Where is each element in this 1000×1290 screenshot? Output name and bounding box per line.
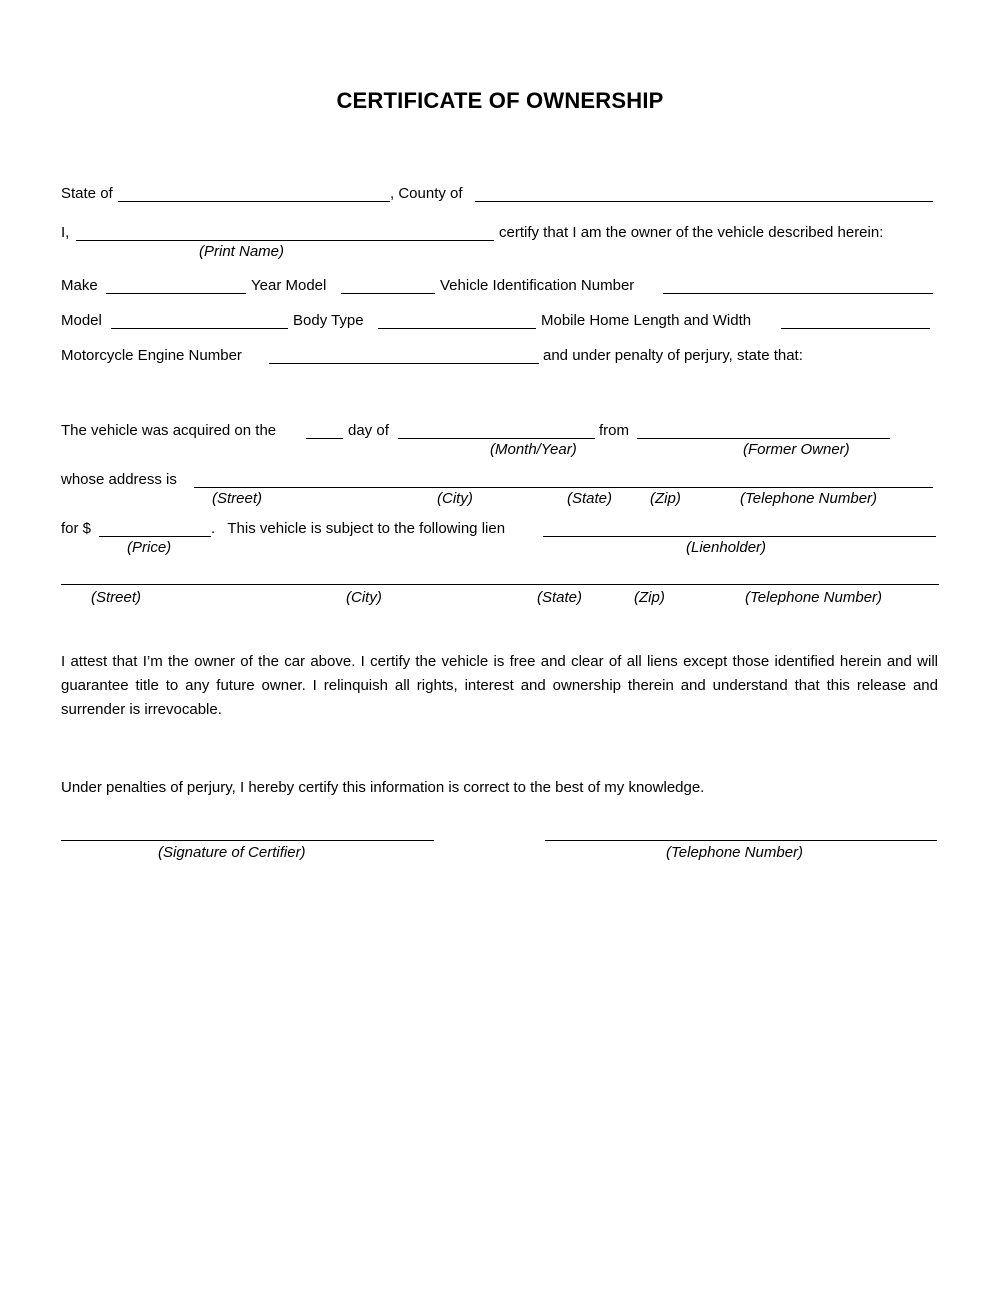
signature-telephone-field[interactable] — [545, 840, 937, 841]
print-name-caption: (Print Name) — [199, 243, 285, 260]
state-caption: (State) — [567, 490, 613, 507]
city-caption: (City) — [437, 490, 473, 507]
engine-number-field[interactable] — [269, 363, 539, 364]
attestation-paragraph: I attest that I’m the owner of the car above. I certify the vehicle is free and clear of all liens except those identified herein and will guarantee title to any future owner. I relinquish all rights, interest and ownership therein and understand that this release and surrender is irrevocable. — [61, 653, 938, 718]
vin-label: Vehicle Identification Number — [440, 277, 635, 294]
from-label: from — [599, 422, 629, 439]
document-title: CERTIFICATE OF OWNERSHIP — [336, 88, 664, 113]
print-name-field[interactable] — [76, 240, 494, 241]
make-field[interactable] — [106, 293, 246, 294]
price-field[interactable] — [99, 536, 211, 537]
signature-telephone-caption: (Telephone Number) — [666, 844, 804, 861]
day-of-label: day of — [348, 422, 389, 439]
state-field[interactable] — [118, 201, 390, 202]
mobile-home-label: Mobile Home Length and Width — [541, 312, 752, 329]
year-model-label: Year Model — [251, 277, 327, 294]
signature-field[interactable] — [61, 840, 434, 841]
perjury-statement: and under penalty of perjury, state that: — [543, 347, 803, 364]
month-year-field[interactable] — [398, 438, 595, 439]
lien-city-caption: (City) — [346, 589, 382, 606]
telephone-caption: (Telephone Number) — [740, 490, 878, 507]
model-field[interactable] — [111, 328, 288, 329]
lien-street-caption: (Street) — [91, 589, 142, 606]
whose-address-label: whose address is — [61, 471, 177, 488]
certify-owner-text: certify that I am the owner of the vehicle described herein: — [499, 224, 884, 241]
former-owner-address-field[interactable] — [194, 487, 933, 488]
acquired-day-field[interactable] — [306, 438, 343, 439]
lien-telephone-caption: (Telephone Number) — [745, 589, 883, 606]
lien-zip-caption: (Zip) — [634, 589, 665, 606]
state-of-label: State of — [61, 185, 113, 202]
signature-caption: (Signature of Certifier) — [158, 844, 306, 861]
model-label: Model — [61, 312, 102, 329]
engine-number-label: Motorcycle Engine Number — [61, 347, 242, 364]
month-year-caption: (Month/Year) — [490, 441, 577, 458]
former-owner-field[interactable] — [637, 438, 890, 439]
county-of-label: , County of — [390, 185, 463, 202]
zip-caption: (Zip) — [650, 490, 681, 507]
price-caption: (Price) — [127, 539, 172, 556]
price-label: for $ — [61, 520, 92, 537]
lienholder-caption: (Lienholder) — [686, 539, 767, 556]
year-model-field[interactable] — [341, 293, 435, 294]
former-owner-caption: (Former Owner) — [743, 441, 850, 458]
lien-label: . This vehicle is subject to the following lien — [211, 520, 506, 537]
lien-state-caption: (State) — [537, 589, 583, 606]
lienholder-field[interactable] — [543, 536, 936, 537]
make-label: Make — [61, 277, 98, 294]
county-field[interactable] — [475, 201, 933, 202]
street-caption: (Street) — [212, 490, 263, 507]
certification-statement: Under penalties of perjury, I hereby certify this information is correct to the best of my knowledge. — [61, 779, 705, 796]
body-type-field[interactable] — [378, 328, 536, 329]
vin-field[interactable] — [663, 293, 933, 294]
lienholder-address-field[interactable] — [61, 584, 939, 585]
acquired-label: The vehicle was acquired on the — [61, 422, 277, 439]
mobile-home-field[interactable] — [781, 328, 930, 329]
i-label: I, — [61, 224, 70, 241]
body-type-label: Body Type — [293, 312, 364, 329]
